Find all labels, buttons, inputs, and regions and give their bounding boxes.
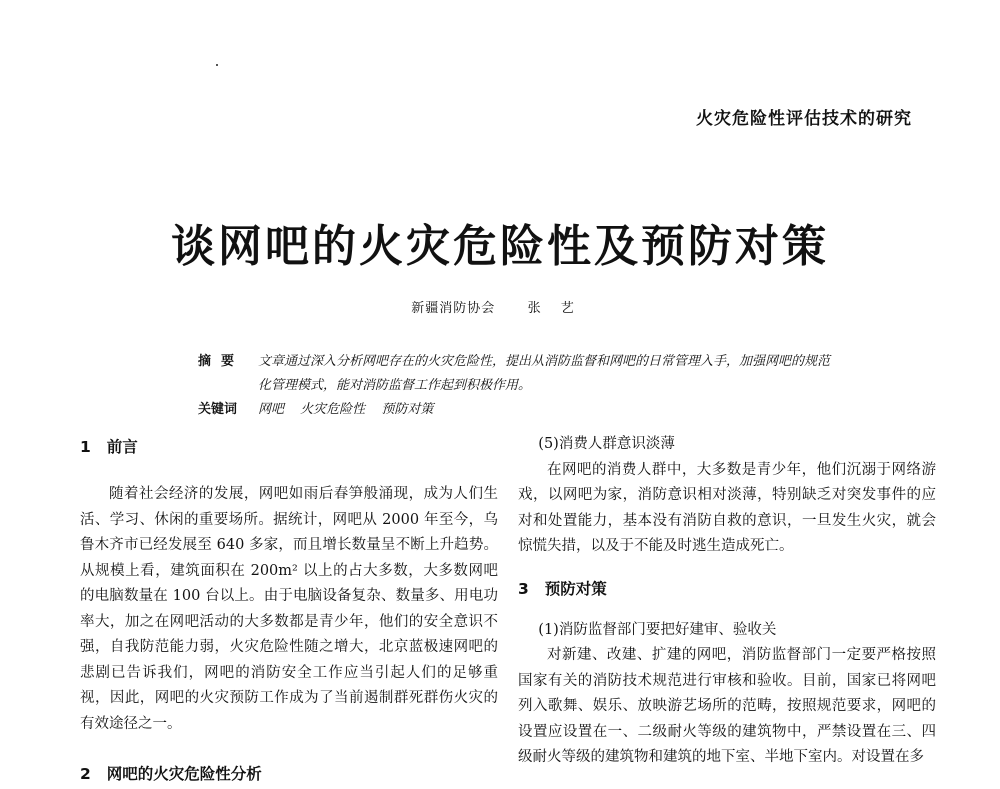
right-column [518,432,936,771]
running-head: 火灾危险性评估技术的研究 [696,109,912,129]
author-affiliation: 新疆消防协会 [411,301,496,316]
author-line [0,297,1000,316]
paragraph: 对新建、改建、扩建的网吧，消防监督部门一定要严格按照国家有关的消防技术规范进行审核和验收。目前，国家已将网吧列入歌舞、娱乐、放映游艺场所的范畴，按照规范要求，网吧的设置应设置在一、二级耐火等级的建筑物中，严禁设置在三、四级耐火等级的建筑物和建筑的地下室、半地下室内。对设置在多 [518,647,936,765]
keywords-list [258,398,445,422]
paragraph: 在网吧的消费人群中，大多数是青少年，他们沉溺于网络游戏，以网吧为家，消防意识相对淡薄，特别缺乏对突发事件的应对和处置能力，基本没有消防自救的意识，一旦发生火灾，就会惊慌失措，以及于不能及时逃生造成死亡。 [518,461,936,554]
section-number: 1 [80,438,91,456]
abstract-row [198,350,838,398]
abstract-block [198,350,838,422]
section-heading [80,759,498,789]
author-name-char: 张 [527,301,542,316]
abstract-text: 文章通过深入分析网吧存在的火灾危险性，提出从消防监督和网吧的日常管理入手，加强网吧的规范化管理模式，能对消防监督工作起到积极作用。 [258,354,831,393]
subsection-heading: (1)消防监督部门要把好建审、验收关 [538,621,777,638]
section-heading [80,432,498,462]
abstract-label: 摘要 [198,354,245,369]
keyword: 网吧 [258,402,285,417]
article-title: 谈网吧的火灾危险性及预防对策 [171,221,829,272]
keywords-row [198,398,838,422]
paragraph: 随着社会经济的发展，网吧如雨后春笋般涌现，成为人们生活、学习、休闲的重要场所。据统计，网吧从 2000 年至今，乌鲁木齐市已经发展至 640 多家，而且增长数量呈不断上升趋势。从规模上看，建筑面积在 200m² 以上的占大多数，大多数网吧的电脑数量在 100 台以上。由于电脑设备复杂、数量多、用电功率大，加之在网吧活动的大多数都是青少年，他们的安全意识不强，自我防范能力弱，火灾危险性随之增大，北京蓝极速网吧的悲剧已告诉我们，网吧的消防安全工作应当引起人们的足够重视，因此，网吧的火灾预防工作成为了当前遏制群死群伤火灾的有效途径之一。 [80,486,498,732]
left-column [80,432,498,789]
scan-speck [216,64,218,66]
subsection-heading: (5)消费人群意识淡薄 [538,436,675,452]
section-number: 3 [518,579,529,598]
section-heading [518,574,936,604]
author-name-char: 艺 [560,301,575,316]
keywords-label: 关键词 [198,402,238,417]
keyword: 预防对策 [381,402,434,417]
section-title: 网吧的火灾危险性分析 [106,765,262,783]
keyword: 火灾危险性 [300,402,366,417]
section-title: 预防对策 [544,579,607,598]
section-title: 前言 [106,438,138,456]
section-number: 2 [80,765,91,783]
author-name [528,301,589,316]
